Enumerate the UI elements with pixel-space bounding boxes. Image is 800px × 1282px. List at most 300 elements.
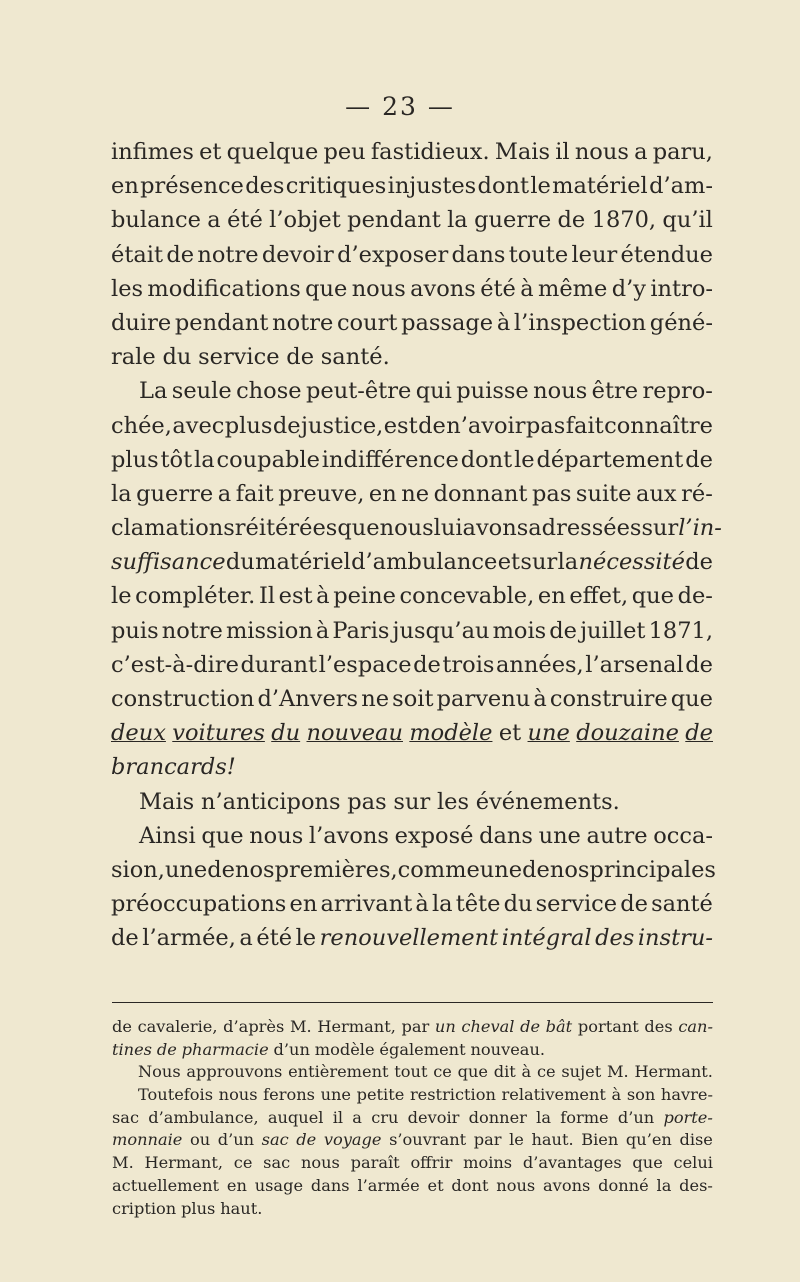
word: l’objet: [269, 207, 341, 234]
word: nous: [379, 515, 434, 542]
word: et: [497, 549, 521, 576]
word: nous: [249, 822, 304, 849]
word: donnant: [433, 480, 528, 507]
word: ne: [361, 686, 390, 712]
word: haut.: [531, 1130, 574, 1150]
word: avons: [410, 275, 476, 302]
word: à: [611, 1085, 622, 1105]
word: celui: [673, 1153, 713, 1173]
footnote-line: [112, 1039, 713, 1062]
word: seule: [171, 378, 232, 405]
word: approuvons: [186, 1062, 283, 1082]
word: can-: [678, 1017, 713, 1036]
word: plus: [111, 446, 159, 473]
word: devoir: [407, 1107, 460, 1127]
word: est: [278, 583, 313, 610]
footnote-line: [112, 1198, 713, 1221]
word: dise: [679, 1130, 713, 1150]
word: été: [256, 925, 293, 952]
word: années,: [495, 651, 584, 678]
word: s’ouvrant: [389, 1130, 467, 1150]
word: nos: [234, 856, 275, 883]
word: santé: [651, 891, 713, 918]
word: avons: [543, 1175, 591, 1195]
word: modifications: [147, 275, 301, 302]
word: que: [457, 1062, 488, 1082]
text-line: [111, 409, 713, 443]
word: douzaine: [576, 720, 679, 747]
footnote-line: [112, 1084, 713, 1107]
text-line: [111, 887, 713, 921]
word: d’un: [217, 1130, 255, 1150]
word: M.: [289, 1017, 312, 1036]
word: porte-: [663, 1107, 713, 1127]
word: renouvellement: [319, 925, 499, 952]
word: été: [227, 207, 263, 234]
word: il: [332, 1107, 344, 1127]
word: de: [207, 856, 235, 883]
word: de-: [677, 583, 713, 610]
word: une: [164, 856, 208, 883]
word: service: [198, 344, 280, 371]
text-line: [111, 750, 713, 784]
word: de: [620, 891, 648, 918]
word: ce: [433, 1062, 452, 1082]
word: havre-: [660, 1085, 713, 1105]
word: rale: [111, 344, 156, 371]
word: par: [473, 1130, 502, 1150]
word: n’anticipons: [200, 788, 341, 815]
word: département: [536, 446, 684, 473]
word: la: [447, 207, 468, 234]
word: modèle: [409, 720, 493, 747]
footnote-line: [112, 1152, 713, 1175]
word: Nous: [138, 1062, 181, 1082]
text-line: [111, 545, 713, 579]
word: principales: [589, 856, 716, 883]
word: d’y: [611, 275, 646, 302]
word: été: [480, 275, 516, 302]
word: intégral: [501, 925, 592, 952]
text-line: [111, 340, 713, 374]
word: avons: [462, 515, 529, 542]
text-line: [111, 203, 713, 237]
footnote-line: [112, 1129, 713, 1152]
word: quelque: [226, 139, 319, 165]
word: géné-: [649, 309, 713, 336]
word: les: [111, 275, 144, 302]
word: clamations: [111, 515, 235, 542]
word: que: [337, 515, 380, 542]
word: intro-: [650, 275, 713, 302]
word: aux: [636, 480, 677, 507]
word: cription: [112, 1198, 177, 1218]
word: pas: [532, 480, 572, 507]
word: nous: [218, 1085, 258, 1105]
word: sac: [112, 1107, 140, 1127]
word: autre: [586, 822, 648, 849]
word: mission: [225, 617, 313, 644]
word: Paris: [332, 617, 390, 644]
word: de: [522, 856, 550, 883]
text-line: [111, 169, 713, 203]
word: sac: [261, 1130, 289, 1150]
word: l’arsenal: [585, 651, 684, 678]
word: de: [685, 549, 713, 576]
word: leur: [571, 241, 618, 268]
word: 1871,: [648, 617, 713, 644]
word: infimes: [111, 139, 194, 165]
word: son: [626, 1085, 656, 1105]
word: l’armée: [357, 1175, 420, 1195]
word: voitures: [172, 720, 265, 747]
word: nous: [351, 275, 406, 302]
word: réitérées: [234, 515, 338, 542]
word: mois: [492, 617, 547, 644]
word: a: [217, 480, 232, 507]
word: d’ambulance,: [148, 1107, 259, 1127]
word: 1870,: [591, 207, 657, 234]
word: l’armée,: [142, 925, 236, 952]
word: M.: [606, 1062, 629, 1082]
word: la: [194, 446, 215, 473]
word: et: [498, 720, 522, 747]
word: étendue: [620, 241, 713, 268]
word: l’inspection: [513, 309, 647, 336]
word: qu’en: [625, 1130, 672, 1150]
word: la: [557, 549, 579, 576]
word: en: [226, 1175, 247, 1195]
word: nécessité: [578, 549, 685, 576]
word: effet,: [569, 583, 629, 610]
footnote-line: [112, 1175, 713, 1198]
word: du: [503, 891, 533, 918]
word: la: [431, 891, 453, 918]
word: chose: [236, 378, 302, 405]
word: c’est-à-dire: [111, 651, 239, 678]
word: par: [401, 1017, 430, 1036]
word: voyage: [323, 1130, 382, 1150]
word: sion,: [111, 856, 165, 883]
word: de: [272, 412, 301, 439]
word: arrivant: [320, 891, 413, 918]
word: une: [538, 822, 581, 849]
word: suffisance: [111, 549, 226, 576]
word: de: [112, 1017, 132, 1036]
word: en: [368, 480, 397, 507]
word: restriction: [409, 1085, 496, 1105]
word: en: [289, 891, 318, 918]
word: matériel: [552, 173, 648, 200]
word: une: [527, 720, 570, 747]
word: moins: [463, 1153, 513, 1173]
word: de: [685, 651, 713, 678]
word: a: [239, 925, 253, 952]
word: nous: [574, 139, 629, 165]
word: le: [295, 925, 317, 952]
text-line: [111, 614, 713, 648]
word: nos: [549, 856, 590, 883]
word: plus: [181, 1198, 216, 1218]
word: donné: [598, 1175, 649, 1195]
word: fait: [235, 480, 274, 507]
word: ne: [401, 480, 430, 507]
word: paru,: [652, 139, 713, 165]
word: d’exposer: [337, 241, 449, 268]
word: modèle: [314, 1039, 375, 1059]
word: une: [479, 856, 523, 883]
word: sac: [263, 1153, 291, 1173]
word: sur: [393, 788, 431, 815]
main-text-block: [111, 135, 722, 956]
text-line: [111, 374, 713, 408]
word: fait: [565, 412, 604, 439]
word: nouveau: [306, 720, 403, 747]
word: notre: [197, 241, 259, 268]
text-line: [111, 238, 713, 272]
word: forme: [560, 1107, 609, 1127]
word: santé.: [320, 344, 390, 371]
word: des: [644, 1017, 673, 1036]
word: également: [379, 1039, 466, 1059]
word: des: [595, 925, 635, 952]
word: de: [549, 617, 577, 644]
word: justice,: [300, 412, 384, 439]
footnote-line: [112, 1107, 713, 1130]
word: tout: [394, 1062, 428, 1082]
word: fastidieux.: [370, 139, 490, 165]
word: suite: [575, 480, 632, 507]
word: l’in-: [678, 515, 722, 542]
word: une: [320, 1085, 351, 1105]
word: instru-: [637, 925, 713, 952]
word: sur: [641, 515, 679, 542]
word: notre: [161, 617, 223, 644]
word: que: [305, 275, 348, 302]
word: de: [418, 412, 446, 439]
word: de: [557, 207, 586, 234]
word: pendant: [347, 207, 441, 234]
word: preuve,: [278, 480, 365, 507]
word: à: [521, 1062, 532, 1082]
word: les: [436, 788, 470, 815]
word: passage: [401, 309, 494, 336]
word: a: [352, 1107, 362, 1127]
word: notre: [272, 309, 334, 336]
footnote-block: [112, 1016, 713, 1220]
word: toute: [508, 241, 569, 268]
word: un: [434, 1017, 456, 1036]
word: occa-: [653, 822, 713, 849]
word: présence: [140, 173, 244, 200]
word: que: [670, 686, 713, 712]
word: Il: [258, 583, 276, 610]
word: Toutefois: [138, 1085, 214, 1105]
word: d’après: [223, 1017, 285, 1036]
word: indifférence: [321, 446, 459, 473]
word: bât: [545, 1017, 573, 1036]
word: a: [207, 207, 221, 234]
word: le: [111, 583, 132, 610]
footnote-line: [112, 1016, 713, 1039]
word: est: [383, 412, 418, 439]
word: à: [316, 583, 330, 610]
word: construire: [549, 686, 668, 712]
word: ce: [536, 1062, 556, 1082]
word: d’avantages: [522, 1153, 622, 1173]
word: soit: [392, 686, 434, 712]
word: du: [271, 720, 301, 747]
word: adressées: [528, 515, 642, 542]
word: concevable,: [399, 583, 535, 610]
word: que: [631, 583, 674, 610]
word: que: [632, 1153, 663, 1173]
word: chée,: [111, 412, 172, 439]
word: auquel: [267, 1107, 324, 1127]
word: l’avons: [308, 822, 389, 849]
word: nous: [496, 1175, 536, 1195]
word: usage: [254, 1175, 304, 1195]
text-line: [111, 306, 713, 340]
word: ré-: [681, 480, 713, 507]
word: et: [199, 139, 222, 165]
word: paraît: [350, 1153, 400, 1173]
word: d’am-: [649, 173, 713, 200]
text-line: [111, 648, 713, 682]
footnote-line: [112, 1061, 713, 1084]
word: Hermant.: [634, 1062, 713, 1082]
text-line: [111, 819, 713, 853]
word: d’ambulance: [351, 549, 498, 576]
word: de: [685, 720, 713, 747]
word: Mais: [494, 139, 551, 165]
text-line: [111, 477, 713, 511]
word: La: [139, 378, 168, 405]
word: ferons: [263, 1085, 315, 1105]
word: donner: [468, 1107, 527, 1127]
word: à: [520, 275, 534, 302]
word: sujet: [561, 1062, 602, 1082]
word: plus: [224, 412, 273, 439]
word: Hermant,: [317, 1017, 396, 1036]
text-line: [111, 272, 713, 306]
word: événements.: [475, 788, 620, 815]
word: Ainsi: [139, 822, 196, 849]
text-line: [111, 785, 713, 819]
word: tôt: [160, 446, 193, 473]
word: être: [591, 378, 639, 405]
word: guerre: [474, 207, 552, 234]
word: exposé: [394, 822, 474, 849]
word: premières,: [274, 856, 398, 883]
word: connaître: [604, 412, 713, 439]
word: actuellement: [112, 1175, 220, 1195]
word: lui: [433, 515, 463, 542]
word: à: [496, 309, 511, 336]
word: de: [286, 344, 315, 371]
word: portant: [577, 1017, 639, 1036]
word: à: [533, 686, 547, 712]
word: pas: [525, 412, 566, 439]
word: de: [111, 925, 139, 952]
text-line: [111, 682, 713, 716]
word: des: [245, 173, 285, 200]
text-line: [111, 135, 713, 169]
word: dans: [479, 822, 533, 849]
word: qu’il: [662, 207, 713, 234]
word: critiques: [285, 173, 387, 200]
word: dont: [460, 446, 513, 473]
word: même: [538, 275, 608, 302]
text-line: [111, 921, 713, 955]
word: avec: [172, 412, 225, 439]
word: petite: [356, 1085, 405, 1105]
word: dit: [493, 1062, 516, 1082]
word: des-: [679, 1175, 713, 1195]
word: haut.: [220, 1198, 263, 1218]
word: a: [634, 139, 648, 165]
word: dans: [310, 1175, 350, 1195]
word: comme: [397, 856, 480, 883]
word: peu: [323, 139, 366, 165]
word: cru: [371, 1107, 399, 1127]
word: jusqu’au: [392, 617, 490, 644]
word: l’espace: [318, 651, 412, 678]
word: service: [535, 891, 618, 918]
word: repro-: [642, 378, 713, 405]
word: n’avoir: [446, 412, 526, 439]
word: de: [296, 1130, 317, 1150]
word: à: [415, 891, 429, 918]
word: sur: [520, 549, 558, 576]
word: le: [509, 1130, 524, 1150]
word: devoir: [261, 241, 334, 268]
word: du: [162, 344, 192, 371]
word: de: [685, 446, 713, 473]
word: la: [656, 1175, 672, 1195]
word: bulance: [111, 207, 201, 234]
word: de: [413, 651, 441, 678]
word: d’un: [273, 1039, 310, 1059]
word: cavalerie,: [137, 1017, 218, 1036]
word: qui: [415, 378, 452, 405]
word: peine: [333, 583, 396, 610]
word: parvenu: [436, 686, 531, 712]
word: juillet: [580, 617, 646, 644]
word: de: [156, 1039, 177, 1059]
word: le: [530, 173, 551, 200]
word: nouveau.: [470, 1039, 546, 1059]
word: pas: [347, 788, 387, 815]
word: brancards!: [111, 754, 236, 781]
word: deux: [111, 720, 166, 747]
word: et: [427, 1175, 444, 1195]
word: monnaie: [112, 1130, 183, 1150]
word: tines: [112, 1039, 152, 1059]
word: coupable: [216, 446, 320, 473]
word: pharmacie: [181, 1039, 269, 1059]
word: tête: [455, 891, 501, 918]
word: que: [201, 822, 244, 849]
word: compléter.: [135, 583, 256, 610]
word: ce: [233, 1153, 253, 1173]
word: peut-être: [306, 378, 412, 405]
text-line: [111, 579, 713, 613]
word: Bien: [581, 1130, 619, 1150]
word: la: [111, 480, 132, 507]
text-line: [111, 511, 722, 545]
word: en: [537, 583, 566, 610]
